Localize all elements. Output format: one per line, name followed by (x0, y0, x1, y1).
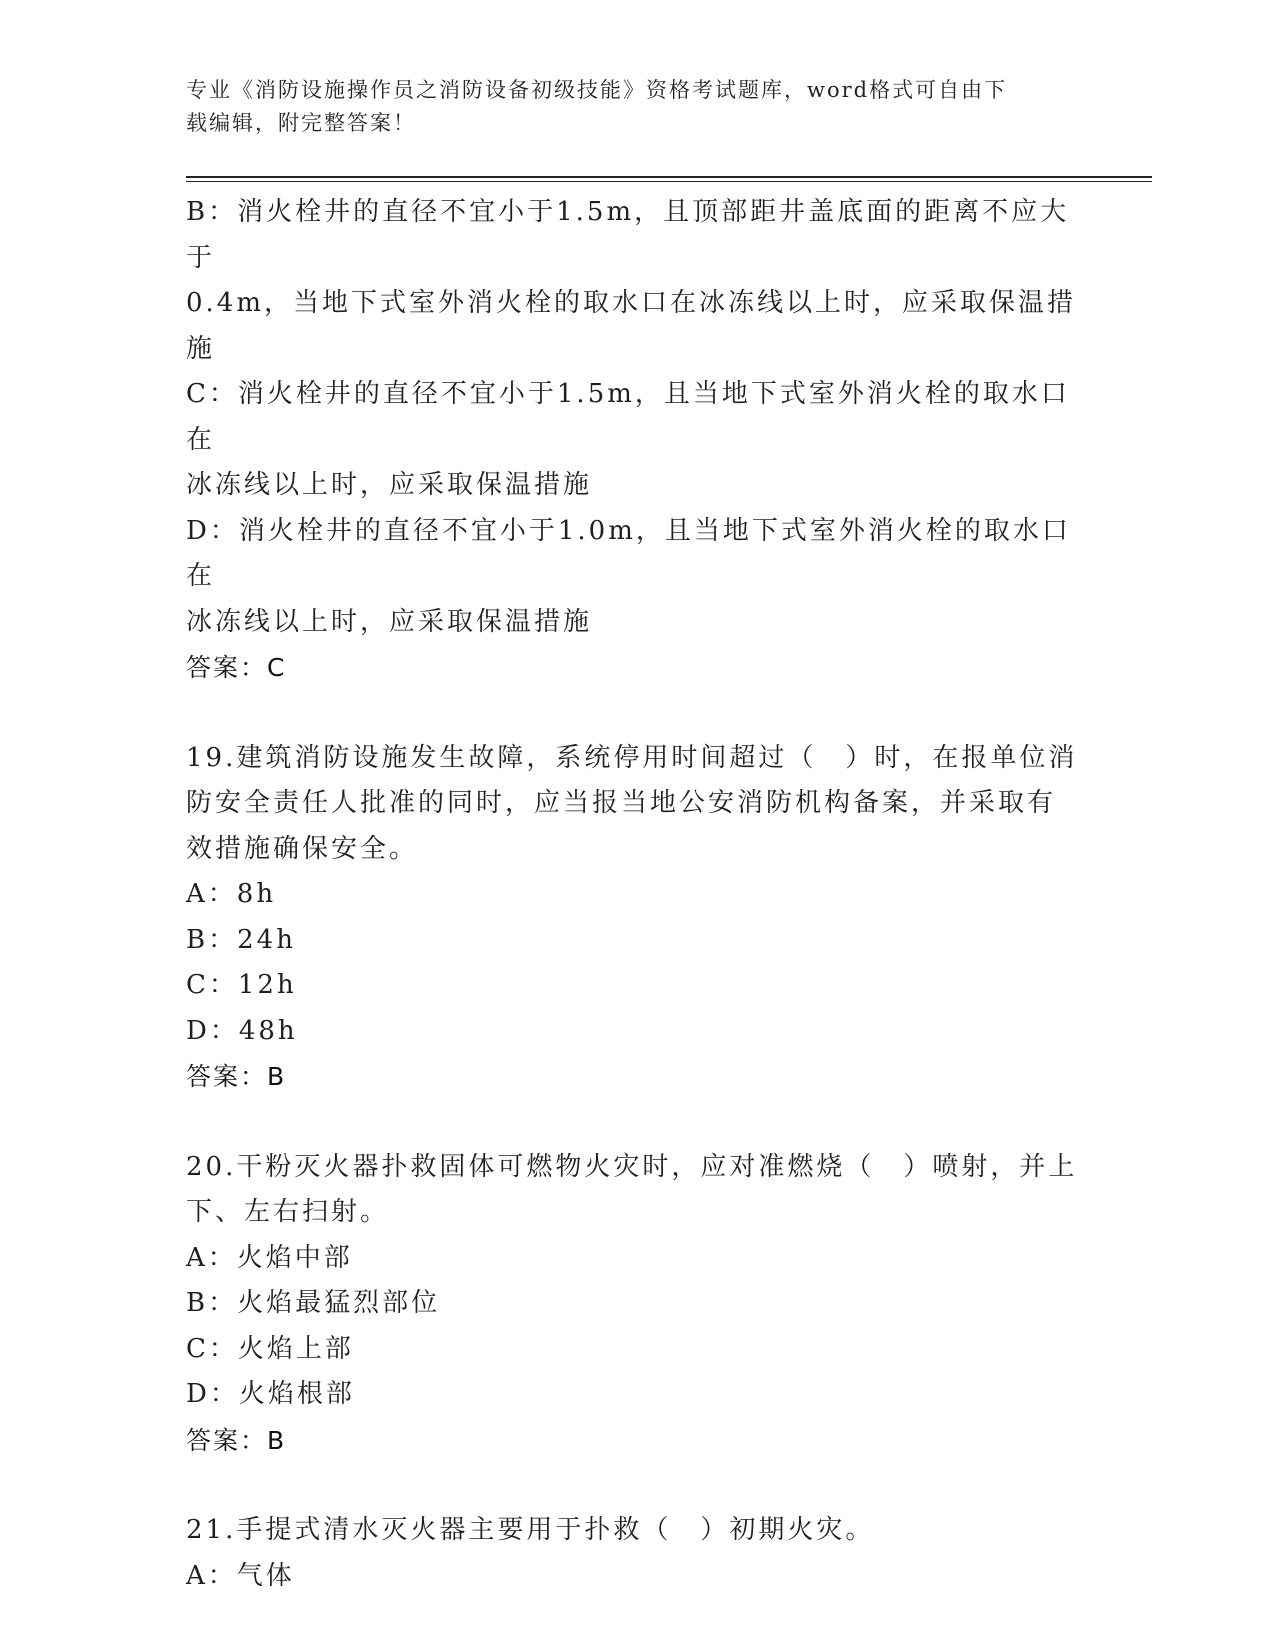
header-rule-thin (186, 181, 1152, 182)
question-19-stem-2: 防安全责任人批准的同时，应当报当地公安消防机构备案，并采取有 (186, 788, 1057, 818)
question-20-option-b: B：火焰最猛烈部位 (186, 1288, 441, 1318)
answer-20: 答案：B (186, 1425, 287, 1455)
page-header (186, 74, 1086, 140)
question-19-option-a: A：8h (186, 879, 277, 909)
answer-19: 答案：B (186, 1062, 287, 1091)
question-19-option-d: D：48h (186, 1015, 298, 1046)
option-c-line-2: 冰冻线以上时，应采取保温措施 (186, 470, 593, 500)
header-line-1: 专业《消防设施操作员之消防设备初级技能》资格考试题库，word格式可自由下 (186, 78, 1008, 102)
option-d-line-2: 冰冻线以上时，应采取保温措施 (186, 606, 593, 637)
question-19 (186, 736, 1086, 1100)
option-c-line-1: C：消火栓井的直径不宜小于1.5m，且当地下式室外消火栓的取水口在 (186, 379, 1070, 455)
question-19-option-c: C：12h (186, 970, 297, 1000)
question-21-option-a: A：气体 (186, 1560, 295, 1591)
option-b-line-1: B：消火栓井的直径不宜小于1.5m，且顶部距井盖底面的距离不应大于 (186, 197, 1070, 273)
question-20-stem-2: 下、左右扫射。 (186, 1197, 390, 1227)
option-d-line-1: D：消火栓井的直径不宜小于1.0m，且当地下式室外消火栓的取水口在 (186, 515, 1071, 591)
question-content (186, 190, 1086, 1599)
question-19-stem-3: 效措施确保安全。 (186, 833, 419, 864)
question-19-stem-1: 19.建筑消防设施发生故障，系统停用时间超过（ ）时，在报单位消 (186, 742, 1078, 773)
option-b-line-2: 0.4m，当地下式室外消火栓的取水口在冰冻线以上时，应采取保温措 (186, 288, 1077, 318)
question-20 (186, 1145, 1086, 1464)
question-20-stem-1: 20.干粉灭火器扑救固体可燃物火灾时，应对准燃烧（ ）喷射，并上 (186, 1151, 1078, 1182)
question-20-option-a: A：火焰中部 (186, 1242, 353, 1273)
question-20-option-d: D：火焰根部 (186, 1379, 355, 1409)
option-b-line-3: 施 (186, 333, 216, 364)
question-18-tail (186, 190, 1086, 691)
question-20-option-c: C：火焰上部 (186, 1333, 354, 1364)
question-21 (186, 1508, 1086, 1599)
question-21-stem-1: 21.手提式清水灭火器主要用于扑救（ ）初期火灾。 (186, 1515, 875, 1545)
question-19-option-b: B：24h (186, 924, 296, 955)
header-line-2: 载编辑，附完整答案！ (186, 111, 416, 135)
header-rule-thick (186, 176, 1152, 178)
answer-18: 答案：C (186, 653, 287, 682)
